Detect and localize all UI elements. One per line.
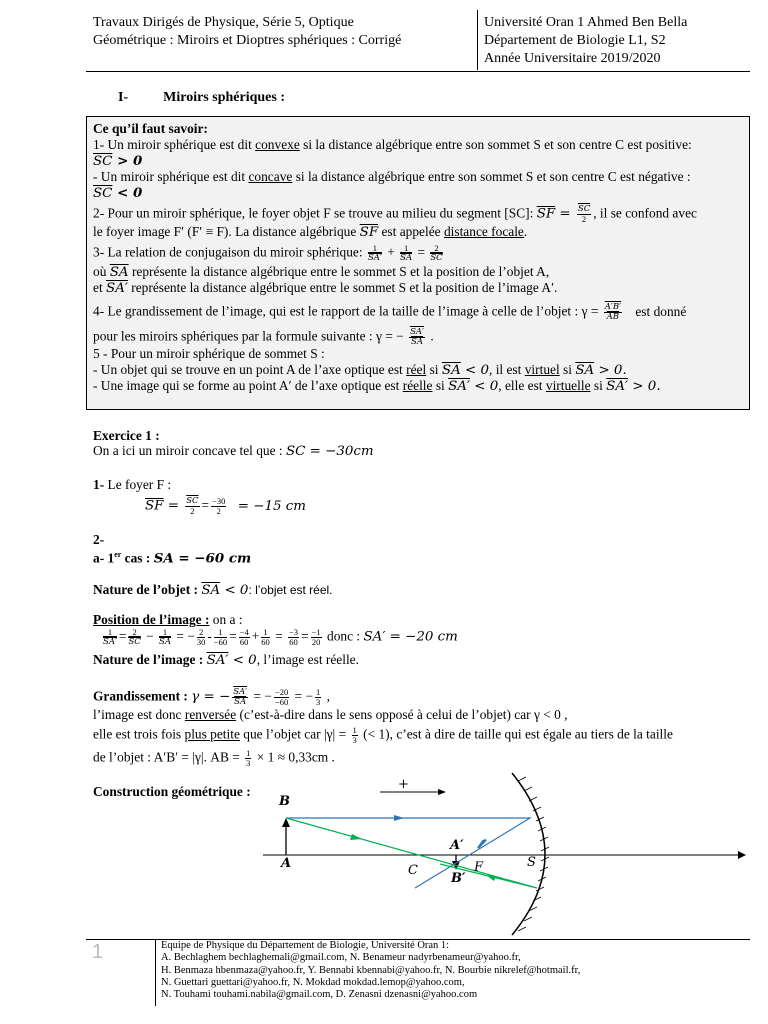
sup: er (114, 550, 122, 559)
text: On a ici un miroir concave tel que : (93, 443, 283, 458)
num: SA′ (233, 687, 248, 697)
num: $\overline{SC}$ (186, 496, 199, 506)
num: −4 (239, 627, 249, 637)
text: on a : (212, 612, 243, 627)
num: 1 (261, 628, 270, 638)
text: si (429, 362, 439, 377)
text: , il se confond avec (593, 205, 697, 221)
math-sa: $\overline{SA}$ (201, 583, 221, 598)
den: SA (234, 697, 247, 707)
num: 1 (103, 628, 117, 638)
math-sap: SA′ (206, 653, 229, 668)
term-plus-petite: plus petite (184, 726, 240, 742)
num: −20 (274, 687, 289, 697)
den: SA (411, 337, 424, 347)
label: Nature de l’objet : (93, 582, 198, 597)
q1-equation: $\overline{SF}$ = $\frac{\overline{SC}}{2}$ = $\frac{-30}{2}$ = −15 cm (145, 496, 306, 516)
math-sa: $\overline{SA}$ (109, 265, 129, 280)
label-A-prime: A′ (450, 838, 464, 853)
object-AB (282, 818, 290, 855)
label-plus: + (398, 777, 409, 792)
footer-credits (161, 940, 580, 1001)
text: pour les miroirs sphériques par la formule suivante : γ = − (93, 328, 404, 344)
text: si la distance algébrique entre son sommet S et son centre C est positive: (303, 137, 692, 152)
label-C: C (408, 863, 418, 878)
math-lt0: < 0 (112, 185, 143, 201)
math-lt0: < 0 (460, 363, 489, 378)
q2-number: 2- (93, 532, 105, 547)
text: - Un objet qui se trouve en un point A de l’axe optique est (93, 362, 403, 377)
term-convexe: convexe (255, 137, 300, 152)
mirror-surface (512, 773, 545, 935)
den: 60 (239, 637, 249, 647)
term-reel: réel (406, 362, 427, 377)
text: représente la distance algébrique entre le sommet S et la position de l’objet A, (131, 264, 550, 279)
num: −30 (212, 496, 226, 506)
num: 1 (316, 687, 321, 697)
text: Le foyer F : (107, 477, 172, 492)
page-number: 1 (92, 941, 104, 963)
math-lt0: < 0 (470, 379, 499, 394)
footer-line: Equipe de Physique du Département de Biologie, Université Oran 1: (161, 940, 450, 951)
section-number: I- (118, 90, 129, 105)
den: SA (400, 253, 413, 263)
den: 3 (316, 697, 321, 707)
green-ray-arrow (486, 875, 496, 881)
label-B-prime: B′ (451, 871, 466, 886)
text: si (593, 378, 603, 393)
num: 1 (368, 244, 382, 254)
text: , elle est (498, 378, 543, 393)
math-sa-value: SA = −60 cm (153, 550, 252, 567)
text: 3- La relation de conjugaison du miroir sphérique: (93, 244, 363, 260)
label-B: B (279, 794, 290, 809)
text: elle est trois fois (93, 726, 182, 742)
exercise-title: Exercice 1 : (93, 428, 160, 443)
section-label: Miroirs sphériques : (163, 90, 285, 105)
header-left-line: Géométrique : Miroirs et Dioptres sphériques : Corrigé (93, 33, 402, 48)
den: −60 (274, 697, 289, 707)
green-ray-arrow (350, 834, 362, 840)
math-sa: $\overline{SA}$ (575, 363, 595, 378)
text: (< 1), c’est à dire de taille qui est égale au tiers de la taille (363, 726, 673, 742)
term-concave: concave (248, 169, 293, 184)
label-A: A (281, 856, 292, 871)
footer-line: N. Touhami touhami.nabila@gmail.com, D. Zenasni dzenasni@yahoo.com (161, 989, 478, 1001)
plus-direction-arrow (380, 777, 446, 795)
header-right-line: Département de Biologie L1, S2 (484, 33, 666, 48)
blue-ray-arrow (394, 815, 404, 821)
math-sap-result: SA′ = −20 cm (363, 629, 458, 645)
math-sf: $\overline{SF}$ (145, 498, 164, 514)
math-lt0: < 0 (220, 583, 249, 598)
math-eq: = (555, 206, 575, 222)
summary-line-focal: le foyer image F′ (F′ ≡ F). La distance algébrique $\overline{SF}$ est appelée distance focale. (93, 224, 528, 240)
text: est donné (635, 303, 687, 319)
text: si (563, 362, 572, 377)
math-sf: $\overline{SF}$ (536, 206, 556, 222)
q1-result: = −15 cm (237, 498, 306, 514)
num: 1 (159, 628, 171, 638)
term-reelle: réelle (402, 378, 433, 393)
num: 1 (352, 725, 357, 735)
den: SA (159, 637, 172, 647)
den: 20 (311, 637, 321, 647)
den: 3 (246, 758, 251, 768)
text: l’image est donc (93, 707, 182, 722)
q1-number: 1- (93, 477, 105, 492)
text: - Un miroir sphérique est dit (93, 169, 246, 184)
text: 1- Un miroir sphérique est dit (93, 137, 252, 152)
label: Grandissement : (93, 688, 188, 704)
grandissement-equation: Grandissement : γ = − $\frac{SA'}{SA}$ = − $\frac{-20}{-60}$ = − $\frac{1}{3}$ , (93, 687, 330, 707)
text: que l’objet car |γ| = (243, 726, 347, 742)
text: et (93, 280, 103, 295)
label: Position de l’image : (93, 612, 210, 627)
concave-mirror (512, 773, 549, 935)
text: est appelée (381, 224, 441, 239)
construction-heading: Construction géométrique : (93, 784, 251, 799)
header-right-line: Université Oran 1 Ahmed Ben Bella (484, 15, 688, 30)
text: cas : (124, 550, 151, 566)
den: SC (430, 253, 443, 263)
num: 1 (246, 748, 251, 758)
num: −3 (289, 627, 299, 637)
num: −1 (311, 627, 321, 637)
den: 2 (216, 506, 221, 516)
math-sap: SA′ (106, 281, 128, 296)
math-sc-value: SC = −30cm (286, 444, 374, 459)
math-sc: $\overline{SC}$ (93, 154, 113, 169)
den: SA′ (103, 637, 117, 647)
text: 2- Pour un miroir sphérique, le foyer objet F se trouve au milieu du segment [SC]: (93, 205, 534, 221)
math-lt0: < 0 (228, 653, 257, 668)
den: AB (606, 312, 620, 322)
footer-line: A. Bechlaghem bechlaghemali@gmail.com, N. Benameur nadyrbenameur@yahoo.fr, (161, 952, 521, 964)
math-gt0: > 0. (594, 363, 627, 378)
text: si (435, 378, 445, 393)
num: SA′ (410, 327, 424, 337)
direction-arrowhead (438, 789, 446, 795)
text: si la distance algébrique entre son sommet S et son centre C est négative : (295, 169, 691, 184)
math-sap: SA′ (448, 379, 471, 394)
header-right-line: Année Universitaire 2019/2020 (484, 51, 661, 66)
den: 60 (261, 637, 270, 647)
text: a- 1 (93, 550, 115, 566)
term-virtuel: virtuel (524, 362, 560, 377)
term-renversee: renversée (184, 707, 237, 722)
num: 2 (128, 628, 140, 638)
den: SA′ (367, 253, 382, 263)
num: $\overline{SC}$ (577, 204, 591, 214)
num: 2 (197, 628, 206, 638)
math-sf: $\overline{SF}$ (359, 225, 379, 240)
text: , l’image est réelle. (256, 652, 359, 667)
footer-line: H. Benmaza hbenmaza@yahoo.fr, Y. Bennabi kbennabi@yahoo.fr, N. Bourbie nikrelef@hotmail.fr, (161, 964, 581, 976)
term-virtuelle: virtuelle (545, 378, 591, 393)
text: - Une image qui se forme au point A′ de l’axe optique est (93, 378, 400, 393)
summary-title: Ce qu’il faut savoir: (93, 121, 208, 136)
den: 30 (196, 637, 206, 647)
math-gt0: > 0. (628, 379, 661, 394)
text: de l’objet : A′B′ = |γ|. AB = (93, 749, 240, 765)
position-image-equation: $\frac{1}{SA'}$ = $\frac{2}{SC}$ − $\frac{1}{SA}$ = − $\frac{2}{30}$ - $\frac{1}{-60}$ = $\frac{-4}{60}$ + $\frac{1}{60}$ = $\frac{-3}{60}$ = $\frac{-1}{20}$ donc : SA′ = −20 cm (103, 627, 458, 647)
den: 3 (352, 735, 357, 745)
math-eq: = (414, 244, 429, 260)
math-sap: SA′ (606, 379, 629, 394)
math-sc: $\overline{SC}$ (93, 186, 113, 201)
text: (c’est-à-dire dans le sens opposé à celui de l’objet) car γ < 0 , (239, 707, 568, 722)
math-eq: = (163, 498, 184, 514)
text: représente la distance algébrique entre le sommet S et la position de l’image A′. (131, 280, 558, 295)
text: donc : (327, 628, 361, 644)
summary-line-gamma-formula: pour les miroirs sphériques par la formule suivante : γ = − $\frac{SA'}{SA}$ . (93, 327, 434, 347)
label-F: F (474, 860, 484, 875)
summary-line-sommet: 5 - Pour un miroir sphérique de sommet S : (93, 346, 325, 361)
text: , il est (489, 362, 522, 377)
text: , (326, 688, 330, 704)
den: 60 (289, 637, 298, 647)
num: 2 (430, 244, 442, 254)
num: 1 (214, 628, 227, 638)
math-sa: $\overline{SA}$ (441, 363, 461, 378)
text: × 1 ≈ 0,33cm . (256, 749, 335, 765)
text: : l’objet est réel. (248, 583, 333, 597)
num: A′B′ (604, 302, 621, 312)
text: le foyer image F′ (F′ ≡ F). La distance algébrique (93, 224, 357, 239)
label: Nature de l’image : (93, 652, 204, 667)
den: 2 (581, 214, 587, 224)
axis-arrowhead (738, 851, 746, 859)
num: 1 (400, 244, 412, 254)
text: 4- Le grandissement de l’image, qui est le rapport de la taille de l’image à celle de l’objet : γ = (93, 303, 599, 319)
den: −60 (213, 637, 228, 647)
footer-line: N. Guettari guettari@yahoo.fr, N. Mokdad mokdad.lemop@yahoo.com, (161, 976, 465, 988)
den: 2 (190, 506, 195, 516)
footer-divider (155, 940, 156, 1006)
math-gt0: > 0 (112, 153, 143, 169)
math-plus: + (383, 244, 399, 260)
label-S: S (527, 855, 536, 870)
den: SC (128, 637, 141, 647)
optical-axis (263, 851, 746, 859)
term-distance-focale: distance focale (443, 224, 524, 239)
header-left-line: Travaux Dirigés de Physique, Série 5, Optique (93, 15, 354, 30)
text: où (93, 264, 107, 279)
